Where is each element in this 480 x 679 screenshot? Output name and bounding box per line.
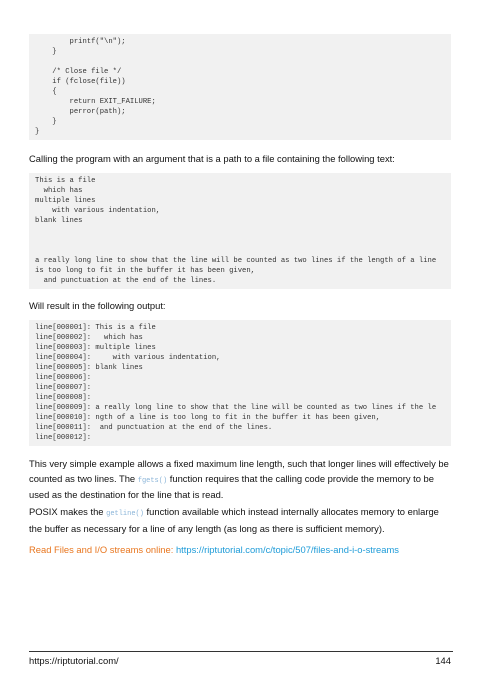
online-topic-line <box>29 543 453 558</box>
paragraph-text: This very simple example allows a fixed maximum line length, such that longer lines will effectively be counted as two lines. The <box>29 458 449 484</box>
topic-link[interactable]: https://riptutorial.com/c/topic/507/files-and-i-o-streams <box>175 544 399 555</box>
code-line <box>29 226 451 236</box>
code-line: printf("\n"); <box>35 38 126 46</box>
code-line: line[000008]: <box>35 394 92 402</box>
code-line: line[000002]: which has <box>35 334 143 342</box>
code-line: which has <box>35 187 83 195</box>
footer-divider <box>29 651 453 652</box>
code-line: line[000006]: <box>35 374 92 382</box>
code-line: line[000003]: multiple lines <box>35 344 156 352</box>
code-line: return EXIT_FAILURE; <box>35 98 156 106</box>
paragraph-text: POSIX makes the <box>29 506 107 517</box>
code-block-input <box>29 173 451 289</box>
code-line <box>29 246 451 256</box>
code-line: blank lines <box>35 217 83 225</box>
code-line: with various indentation, <box>35 207 161 215</box>
code-line: line[000005]: blank lines <box>35 364 143 372</box>
inline-code-fgets: fgets() <box>137 476 168 485</box>
code-line: multiple lines <box>35 197 96 205</box>
paragraph-text: function requires that the calling code provide the memory to be used as the destination for the line that is read. <box>29 472 434 500</box>
code-line: line[000010]: ngth of a line is too long to fit in the buffer it has been given, <box>35 414 381 422</box>
paragraph-intro: Calling the program with an argument that is a path to a file containing the following text: <box>29 153 395 164</box>
code-line: } <box>35 48 57 56</box>
code-line: line[000012]: <box>35 434 92 442</box>
code-line: line[000001]: This is a file <box>35 324 156 332</box>
page-number: 144 <box>435 655 451 666</box>
code-line: { <box>35 88 57 96</box>
code-line <box>29 57 451 67</box>
code-block-top <box>29 34 451 140</box>
code-line: line[000007]: <box>35 384 92 392</box>
code-line: } <box>35 128 40 136</box>
paragraph-text: function available which instead internally allocates memory to enlarge the buffer as necessary for a line of any length (as long as there is sufficient memory). <box>29 506 439 534</box>
online-topic-label: Read Files and I/O streams online: <box>29 544 176 555</box>
code-line: if (fclose(file)) <box>35 78 126 86</box>
paragraph-fgets <box>29 457 453 503</box>
code-line: /* Close file */ <box>35 68 122 76</box>
code-line: This is a file <box>35 177 96 185</box>
footer-site-link[interactable]: https://riptutorial.com/ <box>29 655 119 666</box>
code-line: line[000009]: a really long line to show that the line will be counted as two lines if the le <box>35 404 437 412</box>
code-line: and punctuation at the end of the lines. <box>35 277 217 285</box>
code-line: } <box>35 118 57 126</box>
code-line <box>29 236 451 246</box>
code-block-output <box>29 320 451 446</box>
paragraph-getline <box>29 505 453 536</box>
inline-code-getline: getline() <box>106 510 144 518</box>
paragraph-output-intro: Will result in the following output: <box>29 300 166 311</box>
code-line: is too long to fit in the buffer it has been given, <box>35 267 255 275</box>
code-line: a really long line to show that the line will be counted as two lines if the length of a line <box>35 257 437 265</box>
code-line: perror(path); <box>35 108 126 116</box>
code-line: line[000004]: with various indentation, <box>35 354 221 362</box>
code-line: line[000011]: and punctuation at the end of the lines. <box>35 424 273 432</box>
